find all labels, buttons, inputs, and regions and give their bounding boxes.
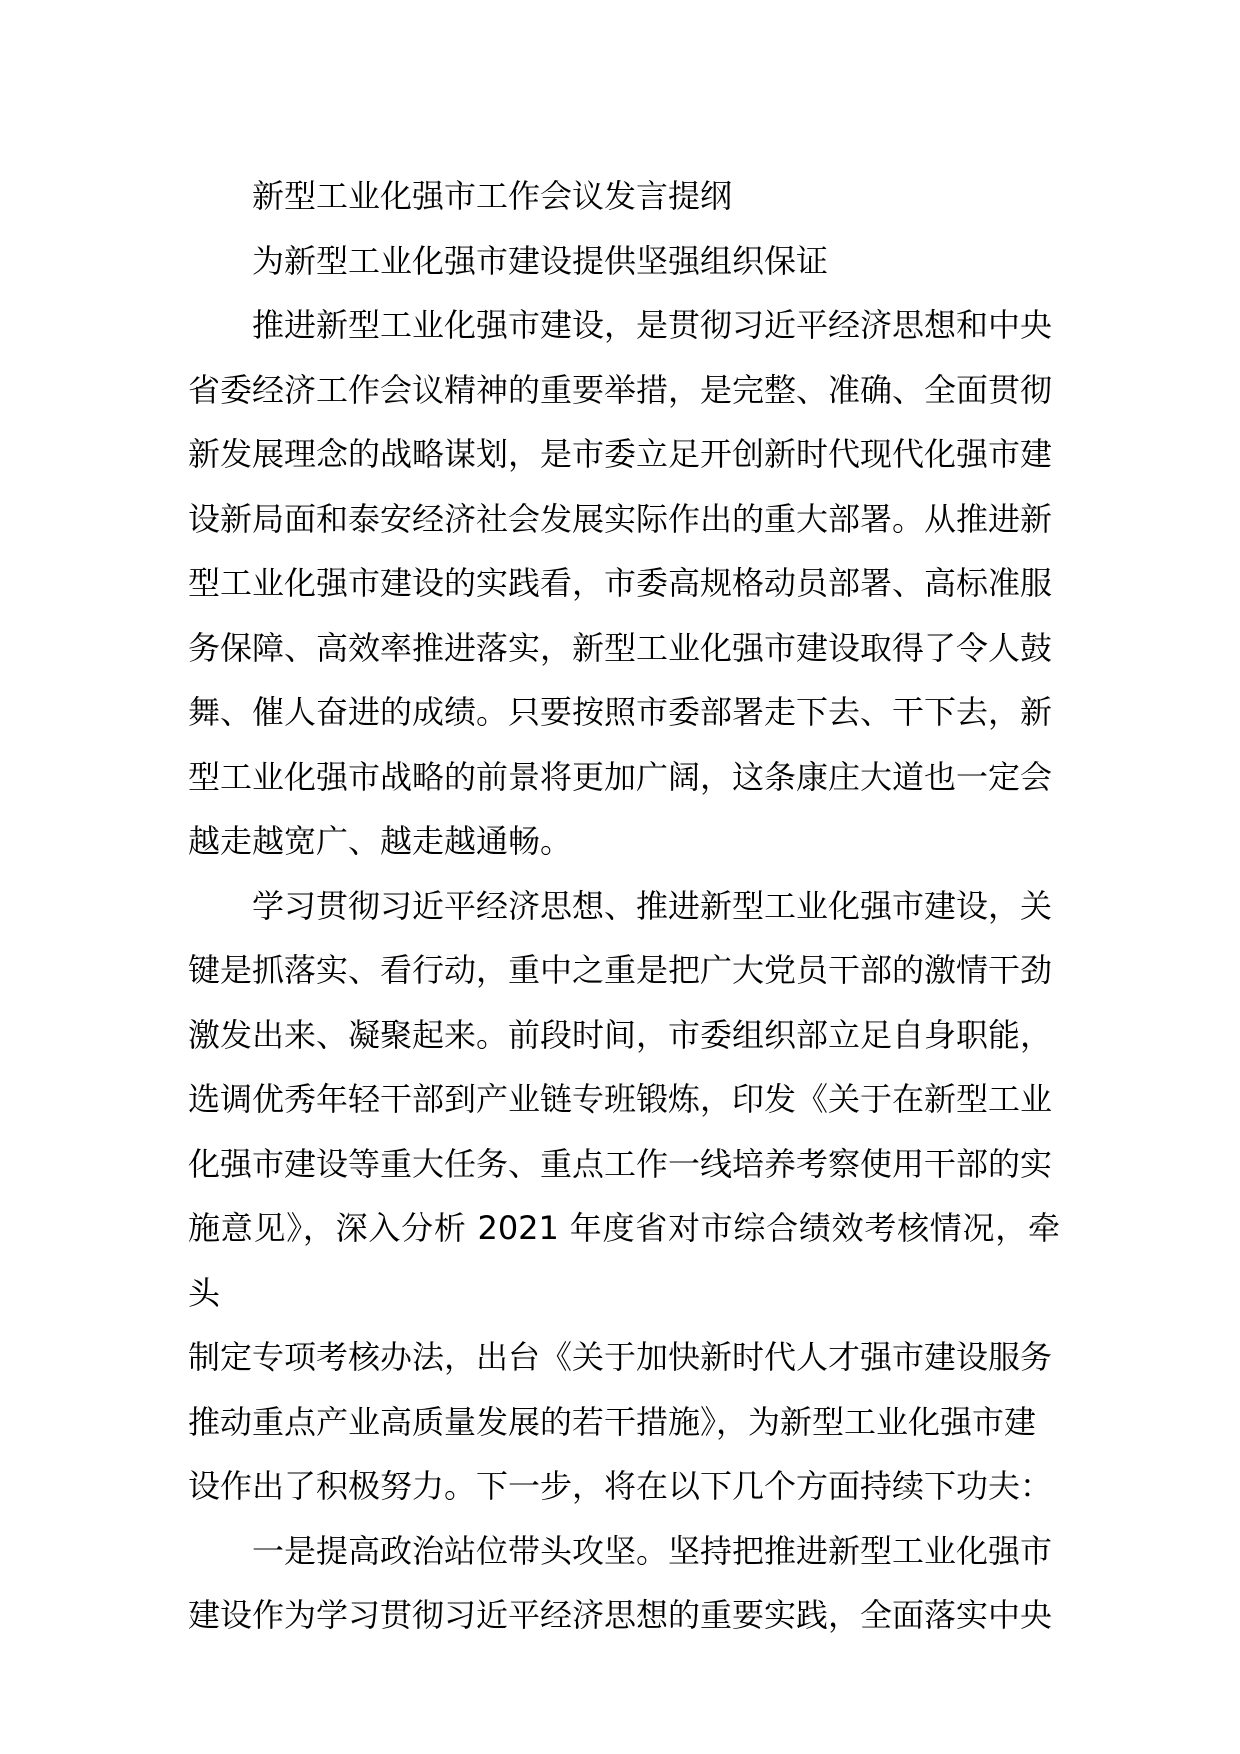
paragraph-line: 越走越宽广、越走越通畅。	[188, 822, 573, 860]
paragraph-line: 一是提高政治站位带头攻坚。坚持把推进新型工业化强市	[252, 1531, 1053, 1570]
paragraph-line: 省委经济工作会议精神的重要举措，是完整、准确、全面贯彻	[188, 370, 1053, 409]
paragraph-line: 选调优秀年轻干部到产业链专班锻炼，印发《关于在新型工业	[188, 1080, 1053, 1118]
paragraph-line: 制定专项考核办法，出台《关于加快新时代人才强市建设服务	[188, 1338, 1053, 1376]
paragraph	[188, 1519, 1060, 1648]
paragraph-line: 化强市建设等重大任务、重点工作一线培养考察使用干部的实	[188, 1144, 1053, 1183]
paragraph	[188, 874, 1060, 1519]
document-title: 新型工业化强市工作会议发言提纲	[252, 177, 733, 215]
paragraph-line: 务保障、高效率推进落实，新型工业化强市建设取得了令人鼓	[188, 628, 1053, 667]
paragraph-line: 学习贯彻习近平经济思想、推进新型工业化强市建设，关	[252, 886, 1053, 925]
paragraph-line: 激发出来、凝聚起来。前段时间，市委组织部立足自身职能，	[188, 1015, 1053, 1054]
paragraph-line: 建设作为学习贯彻习近平经济思想的重要实践，全面落实中央	[188, 1596, 1053, 1634]
paragraph-line: 舞、催人奋进的成绩。只要按照市委部署走下去、干下去，新	[188, 693, 1053, 731]
paragraph-line: 推进新型工业化强市建设，是贯彻习近平经济思想和中央	[252, 306, 1053, 344]
document-body	[188, 164, 1060, 1648]
paragraph-line: 键是抓落实、看行动，重中之重是把广大党员干部的激情干劲	[188, 951, 1053, 989]
paragraph-line: 推动重点产业高质量发展的若干措施》，为新型工业化强市建	[188, 1402, 1037, 1441]
document-subtitle: 为新型工业化强市建设提供坚强组织保证	[252, 241, 829, 280]
paragraph-line: 设新局面和泰安经济社会发展实际作出的重大部署。从推进新	[188, 499, 1053, 538]
paragraph-line: 设作出了积极努力。下一步，将在以下几个方面持续下功夫：	[188, 1467, 1053, 1505]
paragraph-line: 型工业化强市战略的前景将更加广阔，这条康庄大道也一定会	[188, 757, 1053, 796]
paragraph	[188, 293, 1060, 874]
paragraph-line: 新发展理念的战略谋划，是市委立足开创新时代现代化强市建	[188, 435, 1053, 473]
paragraph-line: 施意见》，深入分析 2021 年度省对市综合绩效考核情况，牵头	[188, 1209, 1060, 1312]
paragraph-line: 型工业化强市建设的实践看，市委高规格动员部署、高标准服	[188, 564, 1053, 602]
